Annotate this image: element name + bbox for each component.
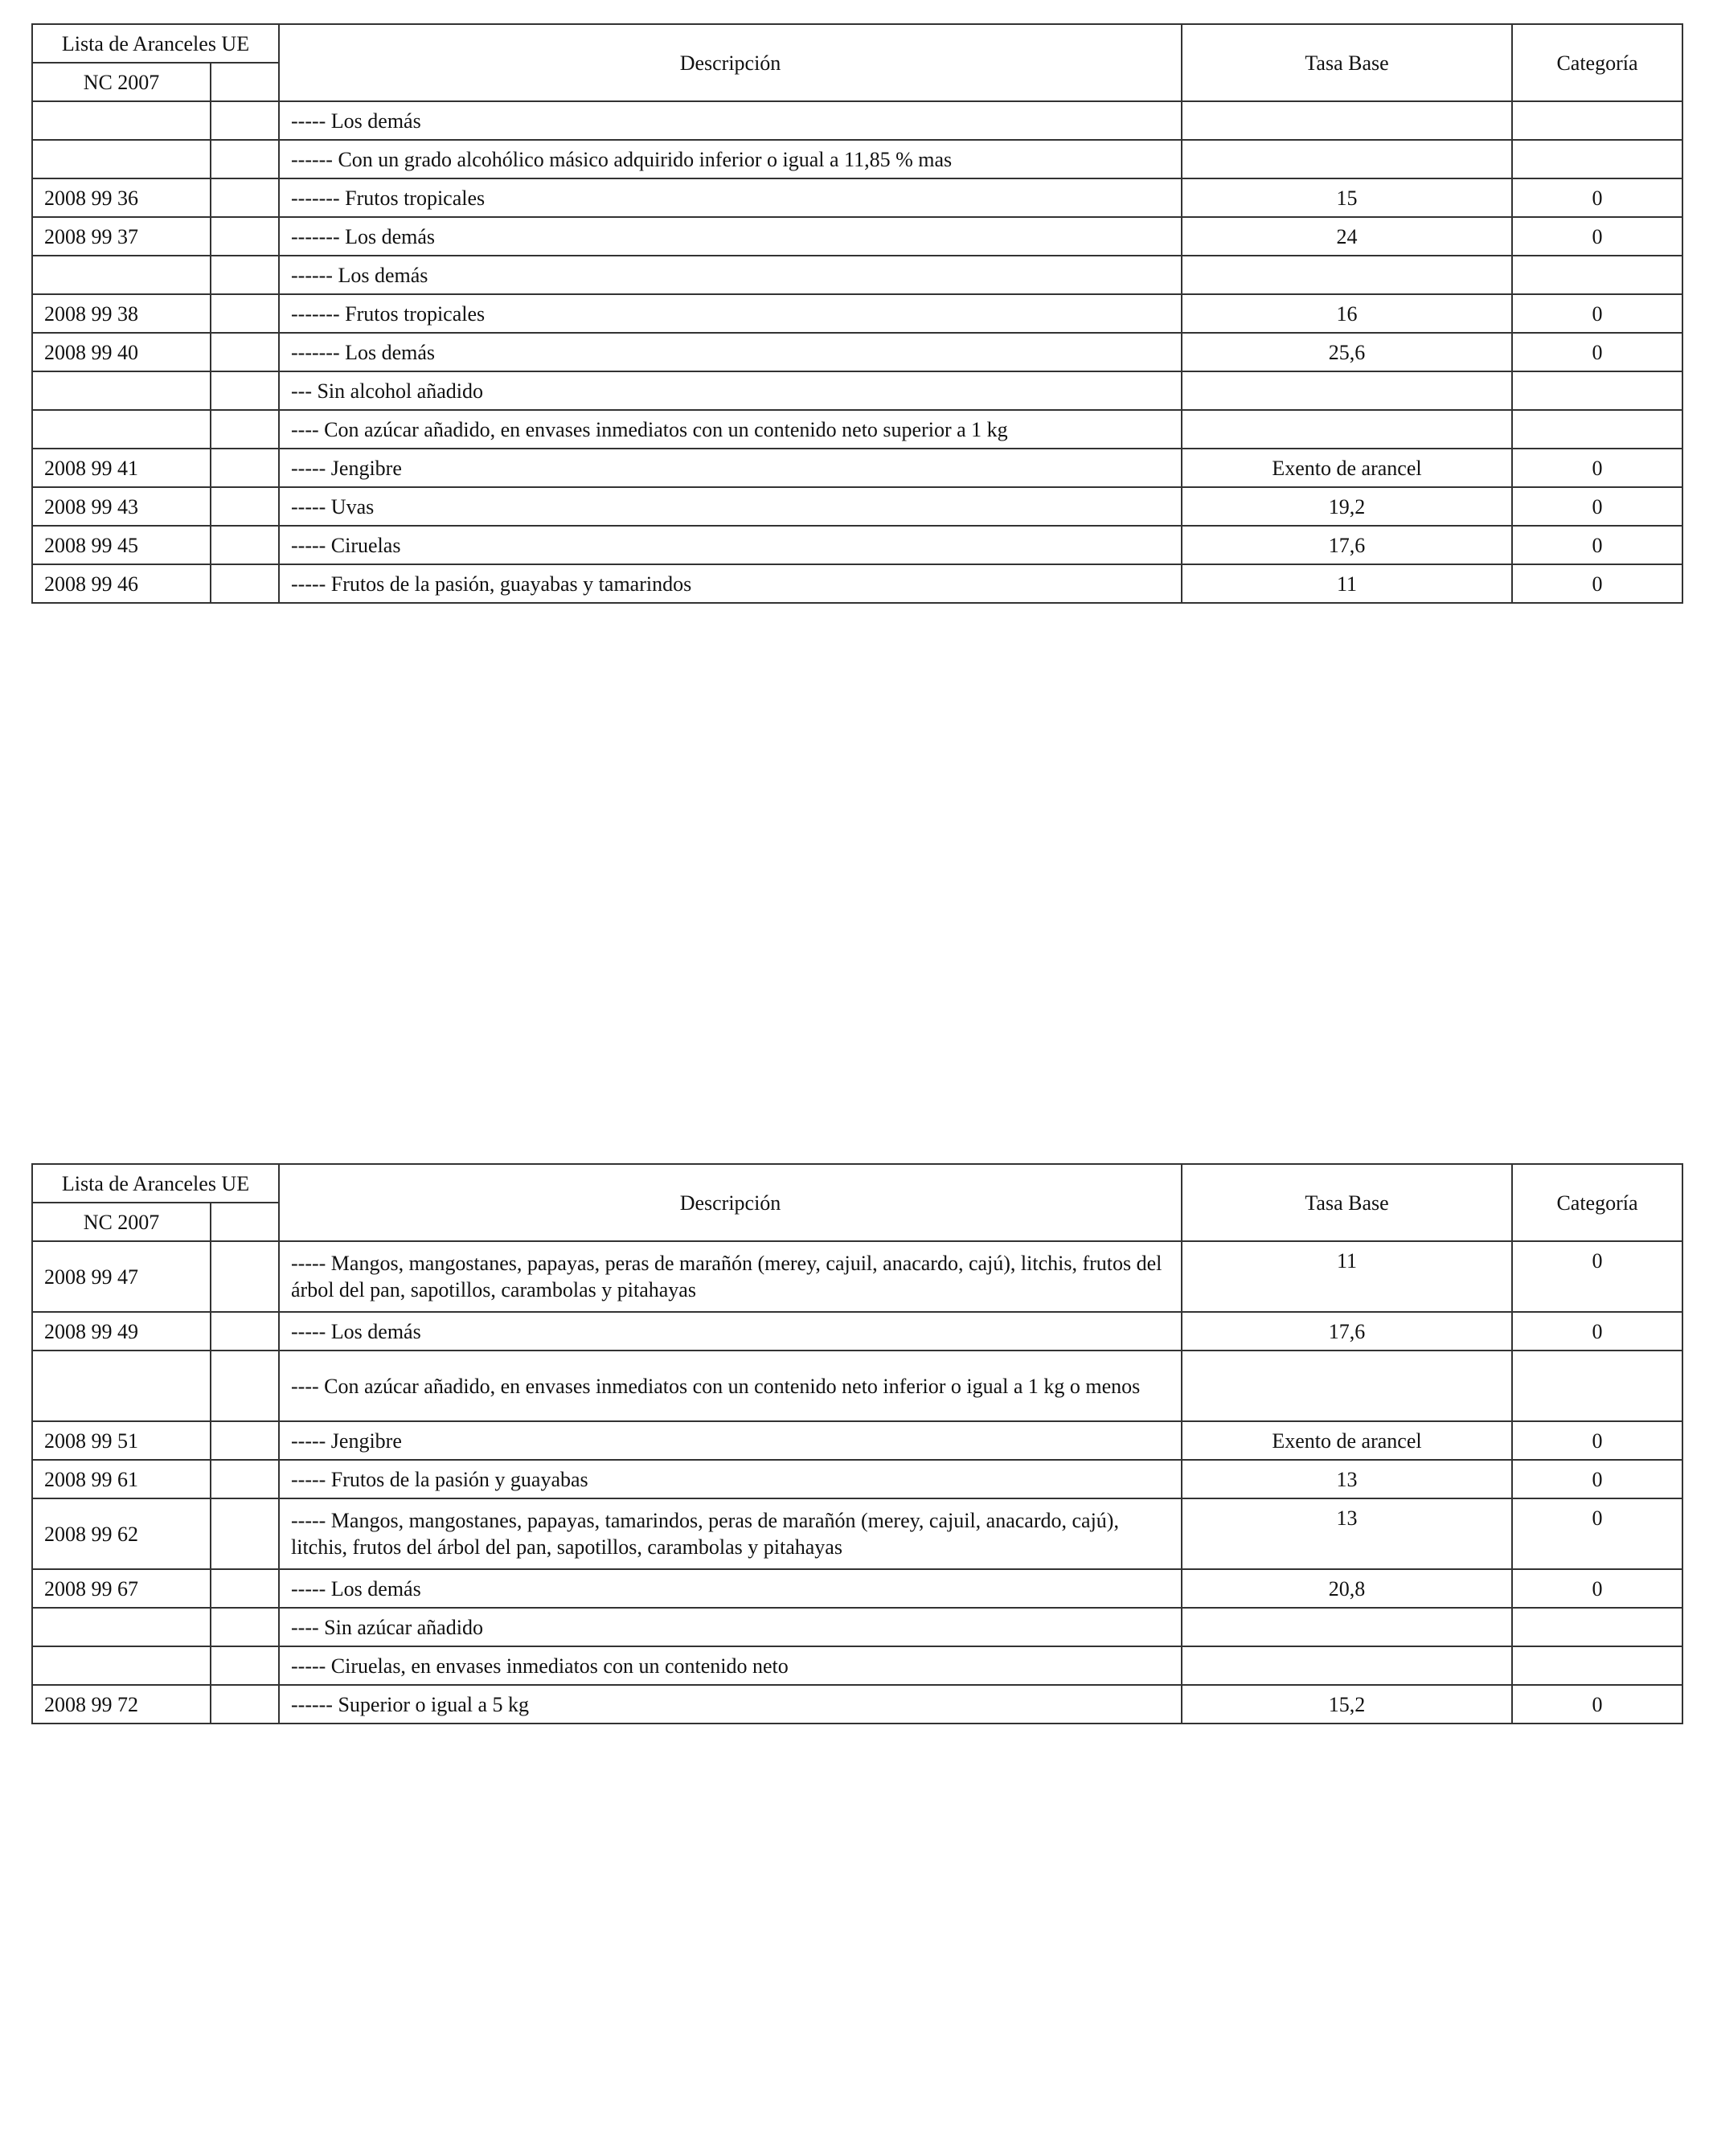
cell-base-rate: 15 [1182, 178, 1512, 217]
table-row [32, 1608, 1682, 1646]
cell-category: 0 [1512, 1312, 1682, 1351]
header-category: Categoría [1512, 1164, 1682, 1241]
cell-category: 0 [1512, 487, 1682, 526]
table-row [32, 294, 1682, 333]
cell-sub [211, 1312, 279, 1351]
cell-category: 0 [1512, 178, 1682, 217]
table-row [32, 1498, 1682, 1569]
header-category: Categoría [1512, 24, 1682, 101]
header-description: Descripción [279, 24, 1182, 101]
table-row [32, 1685, 1682, 1724]
cell-description: ---- Con azúcar añadido, en envases inmediatos con un contenido neto superior a 1 kg [279, 410, 1182, 449]
table-row [32, 487, 1682, 526]
cell-sub [211, 294, 279, 333]
cell-sub [211, 178, 279, 217]
cell-sub [211, 449, 279, 487]
cell-code: 2008 99 43 [32, 487, 211, 526]
table-row [32, 1569, 1682, 1608]
cell-base-rate: 13 [1182, 1460, 1512, 1498]
cell-base-rate: 11 [1182, 564, 1512, 603]
cell-description: ------- Frutos tropicales [279, 294, 1182, 333]
cell-description: ----- Frutos de la pasión, guayabas y tamarindos [279, 564, 1182, 603]
cell-code: 2008 99 46 [32, 564, 211, 603]
cell-code: 2008 99 41 [32, 449, 211, 487]
cell-description: ---- Sin azúcar añadido [279, 1608, 1182, 1646]
table-row [32, 1460, 1682, 1498]
cell-category: 0 [1512, 1421, 1682, 1460]
cell-base-rate: 19,2 [1182, 487, 1512, 526]
cell-code [32, 140, 211, 178]
cell-category: 0 [1512, 217, 1682, 256]
cell-category: 0 [1512, 333, 1682, 371]
cell-code: 2008 99 67 [32, 1569, 211, 1608]
cell-code: 2008 99 61 [32, 1460, 211, 1498]
cell-category [1512, 1608, 1682, 1646]
cell-category: 0 [1512, 294, 1682, 333]
cell-base-rate [1182, 410, 1512, 449]
cell-description: ----- Ciruelas, en envases inmediatos con un contenido neto [279, 1646, 1182, 1685]
table-row [32, 140, 1682, 178]
cell-base-rate: 16 [1182, 294, 1512, 333]
cell-description: ----- Uvas [279, 487, 1182, 526]
table-row [32, 371, 1682, 410]
cell-category [1512, 410, 1682, 449]
cell-category: 0 [1512, 1498, 1682, 1569]
cell-sub [211, 217, 279, 256]
table-row [32, 526, 1682, 564]
cell-category: 0 [1512, 449, 1682, 487]
cell-category: 0 [1512, 1460, 1682, 1498]
cell-base-rate: 15,2 [1182, 1685, 1512, 1724]
cell-base-rate [1182, 371, 1512, 410]
header-base-rate: Tasa Base [1182, 1164, 1512, 1241]
cell-sub [211, 140, 279, 178]
cell-sub [211, 371, 279, 410]
cell-base-rate [1182, 101, 1512, 140]
cell-base-rate: 13 [1182, 1498, 1512, 1569]
cell-code: 2008 99 51 [32, 1421, 211, 1460]
cell-description: ----- Jengibre [279, 449, 1182, 487]
cell-category [1512, 371, 1682, 410]
cell-description: ----- Mangos, mangostanes, papayas, tamarindos, peras de marañón (merey, cajuil, anacardo, cajú), litchis, frutos del árbol del pan, sapotillos, carambolas y pitahayas [279, 1498, 1182, 1569]
cell-code: 2008 99 49 [32, 1312, 211, 1351]
cell-sub [211, 526, 279, 564]
cell-base-rate: 17,6 [1182, 1312, 1512, 1351]
cell-description: ----- Jengibre [279, 1421, 1182, 1460]
cell-base-rate: 25,6 [1182, 333, 1512, 371]
cell-description: ------- Frutos tropicales [279, 178, 1182, 217]
cell-sub [211, 333, 279, 371]
cell-description: ----- Los demás [279, 1569, 1182, 1608]
table-row [32, 1646, 1682, 1685]
cell-code [32, 410, 211, 449]
table-row [32, 178, 1682, 217]
cell-code: 2008 99 72 [32, 1685, 211, 1724]
cell-category: 0 [1512, 1241, 1682, 1312]
cell-code [32, 371, 211, 410]
header-list: Lista de Aranceles UE [32, 1164, 279, 1203]
cell-description: --- Sin alcohol añadido [279, 371, 1182, 410]
cell-sub [211, 1685, 279, 1724]
cell-code: 2008 99 40 [32, 333, 211, 371]
cell-code [32, 1351, 211, 1421]
table-row [32, 1421, 1682, 1460]
cell-sub [211, 1421, 279, 1460]
header-sub-blank [211, 63, 279, 101]
header-description: Descripción [279, 1164, 1182, 1241]
table-row [32, 410, 1682, 449]
cell-code: 2008 99 36 [32, 178, 211, 217]
cell-base-rate [1182, 256, 1512, 294]
cell-base-rate [1182, 140, 1512, 178]
cell-description: ----- Ciruelas [279, 526, 1182, 564]
cell-sub [211, 564, 279, 603]
cell-category [1512, 140, 1682, 178]
tariff-table-1 [31, 23, 1683, 604]
cell-code [32, 256, 211, 294]
table-row [32, 564, 1682, 603]
header-sub-blank [211, 1203, 279, 1241]
header-nc: NC 2007 [32, 1203, 211, 1241]
cell-description: ----- Los demás [279, 1312, 1182, 1351]
cell-description: ------ Con un grado alcohólico másico adquirido inferior o igual a 11,85 % mas [279, 140, 1182, 178]
header-base-rate: Tasa Base [1182, 24, 1512, 101]
cell-description: ------ Superior o igual a 5 kg [279, 1685, 1182, 1724]
cell-category: 0 [1512, 526, 1682, 564]
cell-category [1512, 256, 1682, 294]
cell-code [32, 1608, 211, 1646]
table-row [32, 449, 1682, 487]
cell-category: 0 [1512, 1685, 1682, 1724]
cell-description: ----- Mangos, mangostanes, papayas, peras de marañón (merey, cajuil, anacardo, cajú), litchis, frutos del árbol del pan, sapotillos, carambolas y pitahayas [279, 1241, 1182, 1312]
cell-base-rate [1182, 1351, 1512, 1421]
cell-code: 2008 99 38 [32, 294, 211, 333]
cell-code: 2008 99 62 [32, 1498, 211, 1569]
cell-sub [211, 101, 279, 140]
cell-base-rate: 20,8 [1182, 1569, 1512, 1608]
cell-base-rate [1182, 1646, 1512, 1685]
cell-description: ------- Los demás [279, 333, 1182, 371]
table-row [32, 217, 1682, 256]
cell-code [32, 101, 211, 140]
cell-base-rate: Exento de arancel [1182, 1421, 1512, 1460]
table-row [32, 1351, 1682, 1421]
cell-sub [211, 487, 279, 526]
cell-base-rate: 17,6 [1182, 526, 1512, 564]
cell-sub [211, 1351, 279, 1421]
cell-description: ------- Los demás [279, 217, 1182, 256]
cell-base-rate: 24 [1182, 217, 1512, 256]
cell-category [1512, 1351, 1682, 1421]
header-list: Lista de Aranceles UE [32, 24, 279, 63]
table-row [32, 1241, 1682, 1312]
cell-base-rate: Exento de arancel [1182, 449, 1512, 487]
cell-description: ----- Los demás [279, 101, 1182, 140]
tariff-table-2 [31, 1163, 1683, 1724]
cell-sub [211, 1569, 279, 1608]
cell-code: 2008 99 45 [32, 526, 211, 564]
header-nc: NC 2007 [32, 63, 211, 101]
table-row [32, 333, 1682, 371]
table-row [32, 1312, 1682, 1351]
cell-base-rate: 11 [1182, 1241, 1512, 1312]
cell-sub [211, 1608, 279, 1646]
cell-description: ------ Los demás [279, 256, 1182, 294]
cell-sub [211, 256, 279, 294]
cell-category [1512, 1646, 1682, 1685]
cell-category: 0 [1512, 564, 1682, 603]
cell-category: 0 [1512, 1569, 1682, 1608]
cell-sub [211, 410, 279, 449]
table-row [32, 256, 1682, 294]
cell-code: 2008 99 47 [32, 1241, 211, 1312]
cell-sub [211, 1646, 279, 1685]
cell-description: ----- Frutos de la pasión y guayabas [279, 1460, 1182, 1498]
cell-sub [211, 1241, 279, 1312]
cell-code [32, 1646, 211, 1685]
table-row [32, 101, 1682, 140]
cell-code: 2008 99 37 [32, 217, 211, 256]
cell-sub [211, 1498, 279, 1569]
cell-base-rate [1182, 1608, 1512, 1646]
cell-description: ---- Con azúcar añadido, en envases inmediatos con un contenido neto inferior o igual a 1 kg o menos [279, 1351, 1182, 1421]
cell-sub [211, 1460, 279, 1498]
cell-category [1512, 101, 1682, 140]
